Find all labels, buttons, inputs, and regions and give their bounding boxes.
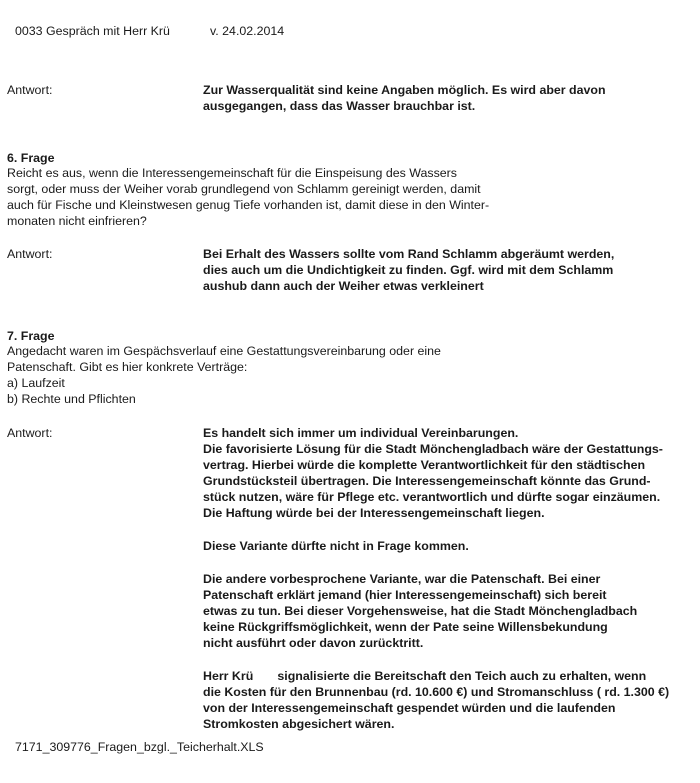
question-line: Angedacht waren im Gespächsverlauf eine Gestattungsvereinbarung oder eine (7, 344, 441, 358)
answer-line: Zur Wasserqualität sind keine Angaben möglich. Es wird aber davon (203, 83, 606, 97)
document-date: v. 24.02.2014 (210, 24, 285, 38)
document-header-title: 0033 Gespräch mit Herr Krü (15, 24, 170, 38)
answer-line: Bei Erhalt des Wassers sollte vom Rand Schlamm abgeräumt werden, (203, 247, 615, 261)
question-6-title: 6. Frage (7, 151, 55, 165)
answer-label: Antwort: (7, 83, 53, 97)
answer-line: stück nutzen, wäre für Pflege etc. verantwortlich und dürfte sogar einzäumen. (203, 490, 661, 504)
answer-line: Die favorisierte Lösung für die Stadt Mönchengladbach wäre der Gestattungs- (203, 442, 663, 456)
question-line: Reicht es aus, wenn die Interessengemeinschaft für die Einspeisung des Wassers (7, 166, 457, 180)
answer-line: ausgegangen, dass das Wasser brauchbar ist. (203, 99, 476, 113)
answer-label: Antwort: (7, 247, 53, 261)
answer-line: Es handelt sich immer um individual Vereinbarungen. (203, 426, 519, 440)
question-line: sorgt, oder muss der Weiher vorab grundlegend von Schlamm gereinigt werden, damit (7, 182, 481, 196)
answer-line: etwas zu tun. Bei dieser Vorgehensweise, hat die Stadt Mönchengladbach (203, 604, 638, 618)
question-line: monaten nicht einfrieren? (7, 214, 147, 228)
answer-line: Die andere vorbesprochene Variante, war die Patenschaft. Bei einer (203, 572, 601, 586)
answer-line: Herr Krü signalisierte die Bereitschaft den Teich auch zu erhalten, wenn (203, 669, 647, 683)
answer-line: aushub dann auch der Weiher etwas verkleinert (203, 279, 484, 293)
question-line: Patenschaft. Gibt es hier konkrete Verträge: (7, 360, 248, 374)
answer-line: vertrag. Hierbei würde die komplette Verantwortlichkeit für den städtischen (203, 458, 646, 472)
answer-label: Antwort: (7, 426, 53, 440)
answer-line: Diese Variante dürfte nicht in Frage kommen. (203, 539, 469, 553)
answer-line: die Kosten für den Brunnenbau (rd. 10.600 €) und Stromanschluss ( rd. 1.300 €) (203, 685, 670, 699)
question-line: a) Laufzeit (7, 376, 65, 390)
question-line: auch für Fische und Kleinstwesen genug Tiefe vorhanden ist, damit diese in den Winter- (7, 198, 490, 212)
answer-line: Grundstücksteil übertragen. Die Interessengemeinschaft könnte das Grund- (203, 474, 651, 488)
document-footer-filename: 7171_309776_Fragen_bzgl._Teicherhalt.XLS (15, 740, 264, 754)
answer-line: dies auch um die Undichtigkeit zu finden. Ggf. wird mit dem Schlamm (203, 263, 614, 277)
answer-line: Stromkosten abgesichert wären. (203, 717, 395, 731)
question-7-title: 7. Frage (7, 329, 55, 343)
answer-line: Patenschaft erklärt jemand (hier Interessengemeinschaft) sich bereit (203, 588, 607, 602)
answer-line: nicht ausführt oder davon zurücktritt. (203, 636, 424, 650)
question-line: b) Rechte und Pflichten (7, 392, 136, 406)
answer-line: Die Haftung würde bei der Interessengemeinschaft liegen. (203, 506, 545, 520)
answer-line: keine Rückgriffsmöglichkeit, wenn der Pate seine Willensbekundung (203, 620, 608, 634)
answer-line: von der Interessengemeinschaft gespendet würden und die laufenden (203, 701, 616, 715)
